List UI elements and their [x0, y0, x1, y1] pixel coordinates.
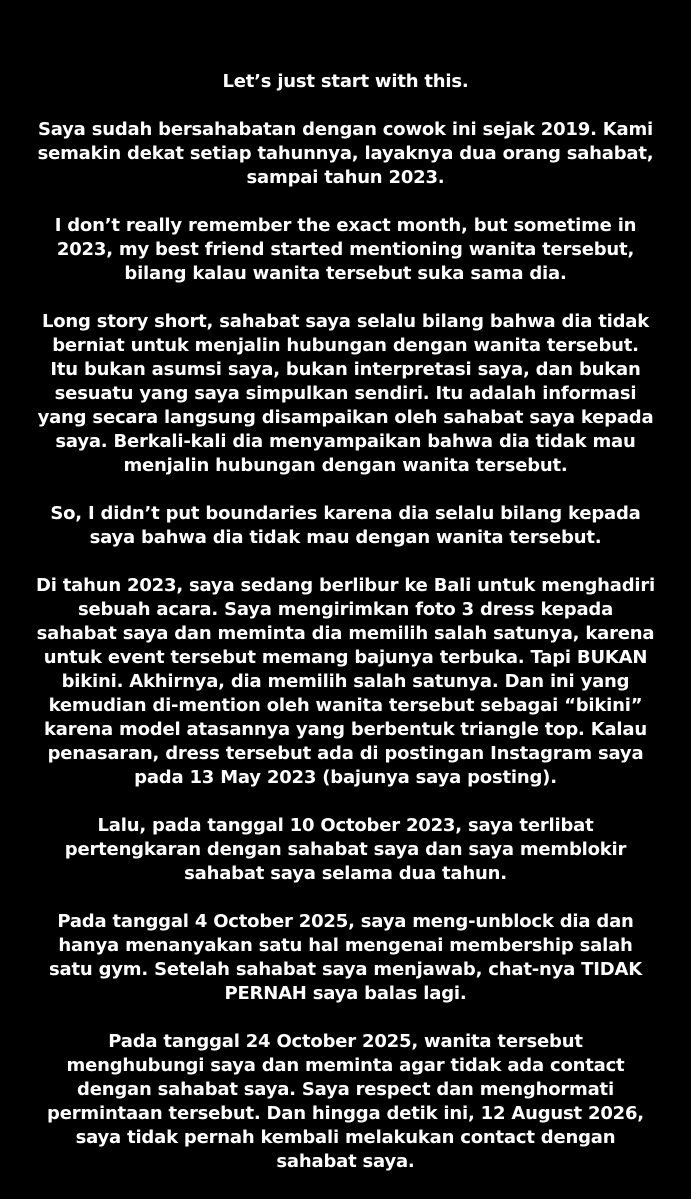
text-line: menjalin hubungan dengan wanita tersebut. [123, 455, 568, 476]
text-line: bilang kalau wanita tersebut suka sama dia. [124, 263, 567, 284]
text-line: dengan sahabat saya. Saya respect dan menghormati [77, 1079, 614, 1100]
text-line: bikini. Akhirnya, dia memilih salah satunya. Dan ini yang [61, 671, 630, 692]
story-text [0, 70, 691, 1174]
paragraph-8 [14, 910, 677, 1006]
text-line: kemudian di-mention oleh wanita tersebut sebagai “bikini” [48, 695, 643, 716]
text-line: Pada tanggal 24 October 2025, wanita tersebut [108, 1031, 583, 1052]
text-line: sesuatu yang saya simpulkan sendiri. Itu adalah informasi [54, 383, 637, 404]
text-line: sahabat saya. [276, 1151, 415, 1172]
text-line: So, I didn’t put boundaries karena dia selalu bilang kepada [50, 503, 641, 524]
text-line: Di tahun 2023, saya sedang berlibur ke Bali untuk menghadiri [35, 575, 655, 596]
text-line: semakin dekat setiap tahunnya, layaknya dua orang sahabat, [37, 143, 654, 164]
text-line: Let’s just start with this. [222, 71, 469, 92]
text-line: satu gym. Setelah sahabat saya menjawab, chat-nya TIDAK [49, 959, 642, 980]
text-line: pada 13 May 2023 (bajunya saya posting). [134, 767, 557, 788]
text-line: saya bahwa dia tidak mau dengan wanita tersebut. [89, 527, 602, 548]
text-line: saya. Berkali-kali dia menyampaikan bahwa dia tidak mau [55, 431, 636, 452]
text-line: Lalu, pada tanggal 10 October 2023, saya terlibat [97, 815, 594, 836]
text-line: yang secara langsung disampaikan oleh sahabat saya kepada [37, 407, 654, 428]
text-line: Long story short, sahabat saya selalu bilang bahwa dia tidak [42, 311, 649, 332]
paragraph-7 [14, 814, 677, 886]
text-line: pertengkaran dengan sahabat saya dan saya memblokir [64, 839, 627, 860]
text-line: karena model atasannya yang berbentuk triangle top. Kalau [44, 719, 647, 740]
paragraph-3 [14, 214, 677, 286]
text-line: 2023, my best friend started mentioning wanita tersebut, [56, 239, 635, 260]
text-line: saya tidak pernah kembali melakukan contact dengan [75, 1127, 616, 1148]
paragraph-6 [14, 574, 677, 790]
text-line: Itu bukan asumsi saya, bukan interpretasi saya, dan bukan [50, 359, 641, 380]
text-line: Pada tanggal 4 October 2025, saya meng-unblock dia dan [57, 911, 634, 932]
paragraph-5 [14, 502, 677, 550]
text-line: sebuah acara. Saya mengirimkan foto 3 dress kepada [77, 599, 614, 620]
text-line: Saya sudah bersahabatan dengan cowok ini sejak 2019. Kami [37, 119, 653, 140]
paragraph-9 [14, 1030, 677, 1174]
text-line: sahabat saya dan meminta dia memilih salah satunya, karena [36, 623, 655, 644]
paragraph-2 [14, 118, 677, 190]
text-line: sahabat saya selama dua tahun. [184, 863, 507, 884]
text-line: I don’t really remember the exact month, but sometime in [54, 215, 637, 236]
text-line: PERNAH saya balas lagi. [224, 983, 467, 1004]
text-line: sampai tahun 2023. [246, 167, 445, 188]
text-line: hanya menanyakan satu hal mengenai membership salah [58, 935, 633, 956]
paragraph-4 [14, 310, 677, 478]
text-line: penasaran, dress tersebut ada di postingan Instagram saya [47, 743, 644, 764]
paragraph-1 [14, 70, 677, 94]
text-line: untuk event tersebut memang bajunya terbuka. Tapi BUKAN [43, 647, 648, 668]
text-line: menghubungi saya dan meminta agar tidak ada contact [66, 1055, 625, 1076]
text-line: permintaan tersebut. Dan hingga detik ini, 12 August 2026, [47, 1103, 644, 1124]
text-line: berniat untuk menjalin hubungan dengan wanita tersebut. [52, 335, 639, 356]
